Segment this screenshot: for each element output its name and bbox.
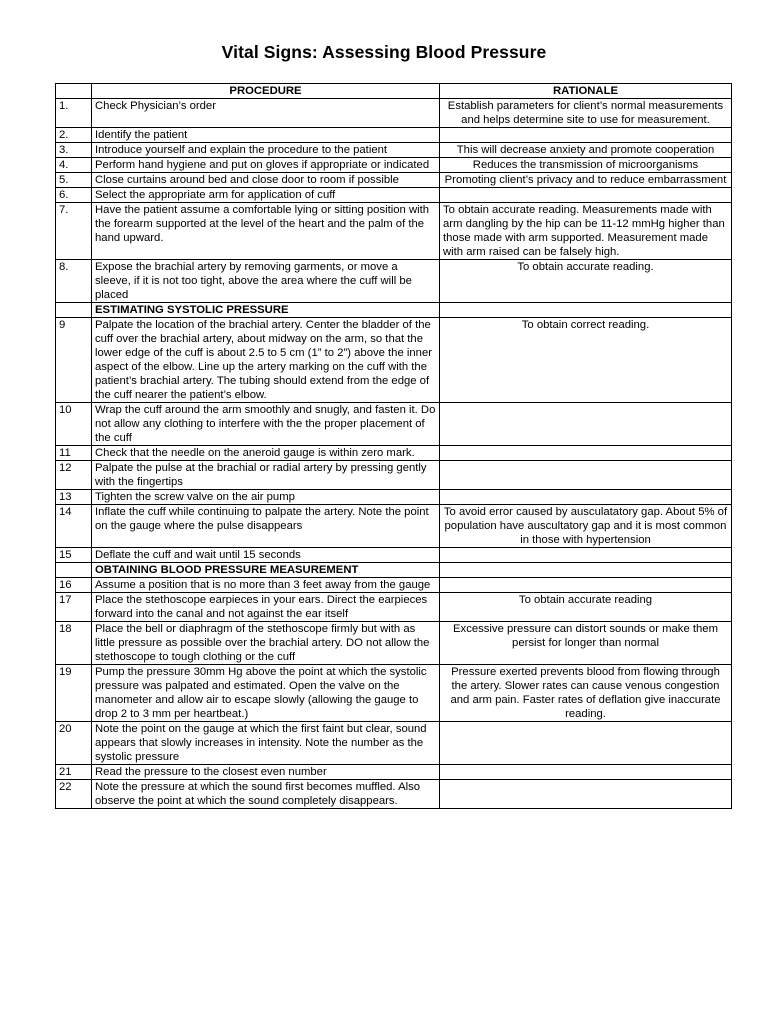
step-number: 18 (56, 622, 92, 665)
table-row (56, 622, 732, 665)
step-number: 4. (56, 158, 92, 173)
rationale-cell: This will decrease anxiety and promote cooperation (440, 143, 732, 158)
step-number: 1. (56, 99, 92, 128)
rationale-cell (440, 578, 732, 593)
table-row (56, 593, 732, 622)
table-row (56, 780, 732, 809)
procedure-cell: Check Physician’s order (92, 99, 440, 128)
procedure-cell: Check that the needle on the aneroid gauge is within zero mark. (92, 446, 440, 461)
rationale-cell: Excessive pressure can distort sounds or make them persist for longer than normal (440, 622, 732, 665)
rationale-cell: To obtain accurate reading (440, 593, 732, 622)
step-number: 19 (56, 665, 92, 722)
procedure-cell: Note the pressure at which the sound first becomes muffled. Also observe the point at which the sound completely disappears. (92, 780, 440, 809)
rationale-cell: Pressure exerted prevents blood from flowing through the artery. Slower rates can cause venous congestion and arm pain. Faster rates of deflation give inaccurate reading. (440, 665, 732, 722)
table-body (56, 99, 732, 809)
step-number: 22 (56, 780, 92, 809)
step-number: 13 (56, 490, 92, 505)
table-row (56, 99, 732, 128)
table-row (56, 490, 732, 505)
section-heading: ESTIMATING SYSTOLIC PRESSURE (92, 303, 440, 318)
procedure-table (55, 83, 732, 809)
table-row (56, 578, 732, 593)
procedure-cell: Introduce yourself and explain the procedure to the patient (92, 143, 440, 158)
procedure-cell: Perform hand hygiene and put on gloves if appropriate or indicated (92, 158, 440, 173)
step-number: 3. (56, 143, 92, 158)
rationale-cell (440, 765, 732, 780)
section-num-cell (56, 303, 92, 318)
table-row (56, 318, 732, 403)
procedure-cell: Palpate the pulse at the brachial or radial artery by pressing gently with the fingertips (92, 461, 440, 490)
table-row (56, 188, 732, 203)
procedure-cell: Pump the pressure 30mm Hg above the point at which the systolic pressure was palpated and estimated. Open the valve on the manometer and allow air to escape slowly (allowing the gauge to drop 2 to 3 mm per heartbeat.) (92, 665, 440, 722)
procedure-cell: Expose the brachial artery by removing garments, or move a sleeve, if it is not too tight, above the area where the cuff will be placed (92, 260, 440, 303)
section-rationale-cell (440, 563, 732, 578)
table-row (56, 260, 732, 303)
table-row (56, 403, 732, 446)
procedure-cell: Select the appropriate arm for application of cuff (92, 188, 440, 203)
table-row (56, 446, 732, 461)
section-rationale-cell (440, 303, 732, 318)
step-number: 6. (56, 188, 92, 203)
procedure-cell: Deflate the cuff and wait until 15 seconds (92, 548, 440, 563)
procedure-cell: Have the patient assume a comfortable lying or sitting position with the forearm supported at the level of the heart and the palm of the hand upward. (92, 203, 440, 260)
step-number: 17 (56, 593, 92, 622)
procedure-cell: Identify the patient (92, 128, 440, 143)
section-row (56, 563, 732, 578)
header-num-cell (56, 84, 92, 99)
rationale-cell (440, 403, 732, 446)
step-number: 16 (56, 578, 92, 593)
procedure-cell: Read the pressure to the closest even number (92, 765, 440, 780)
step-number: 14 (56, 505, 92, 548)
table-row (56, 143, 732, 158)
table-row (56, 765, 732, 780)
procedure-cell: Tighten the screw valve on the air pump (92, 490, 440, 505)
step-number: 2. (56, 128, 92, 143)
procedure-cell: Assume a position that is no more than 3 feet away from the gauge (92, 578, 440, 593)
table-header-row (56, 84, 732, 99)
procedure-cell: Place the stethoscope earpieces in your ears. Direct the earpieces forward into the canal and not against the ear itself (92, 593, 440, 622)
page-title: Vital Signs: Assessing Blood Pressure (221, 42, 547, 62)
table-row (56, 203, 732, 260)
table-row (56, 665, 732, 722)
rationale-cell (440, 128, 732, 143)
step-number: 15 (56, 548, 92, 563)
procedure-cell: Inflate the cuff while continuing to palpate the artery. Note the point on the gauge where the pulse disappears (92, 505, 440, 548)
step-number: 10 (56, 403, 92, 446)
step-number: 5. (56, 173, 92, 188)
section-heading: OBTAINING BLOOD PRESSURE MEASUREMENT (92, 563, 440, 578)
rationale-cell (440, 780, 732, 809)
step-number: 11 (56, 446, 92, 461)
table-row (56, 722, 732, 765)
procedure-cell: Place the bell or diaphragm of the stethoscope firmly but with as little pressure as possible over the brachial artery. DO not allow the stethoscope to tough clothing or the cuff (92, 622, 440, 665)
section-row (56, 303, 732, 318)
procedure-cell: Wrap the cuff around the arm smoothly and snugly, and fasten it. Do not allow any clothing to interfere with the the proper placement of the cuff (92, 403, 440, 446)
header-procedure: PROCEDURE (92, 84, 440, 99)
rationale-cell: Reduces the transmission of microorganisms (440, 158, 732, 173)
rationale-cell (440, 722, 732, 765)
step-number: 9 (56, 318, 92, 403)
step-number: 20 (56, 722, 92, 765)
step-number: 21 (56, 765, 92, 780)
step-number: 7. (56, 203, 92, 260)
rationale-cell: To avoid error caused by ausculatatory gap. About 5% of population have auscultatory gap and it is most common in those with hypertension (440, 505, 732, 548)
rationale-cell (440, 490, 732, 505)
table-row (56, 461, 732, 490)
table-row (56, 548, 732, 563)
procedure-cell: Close curtains around bed and close door to room if possible (92, 173, 440, 188)
rationale-cell (440, 188, 732, 203)
rationale-cell: Promoting client’s privacy and to reduce embarrassment (440, 173, 732, 188)
step-number: 8. (56, 260, 92, 303)
rationale-cell: To obtain correct reading. (440, 318, 732, 403)
step-number: 12 (56, 461, 92, 490)
header-rationale: RATIONALE (440, 84, 732, 99)
procedure-cell: Note the point on the gauge at which the first faint but clear, sound appears that slowly increases in intensity. Note the number as the systolic pressure (92, 722, 440, 765)
section-num-cell (56, 563, 92, 578)
rationale-cell: Establish parameters for client’s normal measurements and helps determine site to use for measurement. (440, 99, 732, 128)
rationale-cell: To obtain accurate reading. Measurements made with arm dangling by the hip can be 11-12 mmHg higher than those made with arm supported. Measurement made with arm raised can be falsely high. (440, 203, 732, 260)
table-row (56, 173, 732, 188)
rationale-cell: To obtain accurate reading. (440, 260, 732, 303)
rationale-cell (440, 446, 732, 461)
rationale-cell (440, 461, 732, 490)
table-row (56, 158, 732, 173)
rationale-cell (440, 548, 732, 563)
table-row (56, 128, 732, 143)
procedure-cell: Palpate the location of the brachial artery. Center the bladder of the cuff over the brachial artery, about midway on the arm, so that the lower edge of the cuff is about 2.5 to 5 cm (1” to 2”) above the inner aspect of the elbow. Line up the artery marking on the cuff with the patient’s brachial artery. The tubing should extend from the edge of the cuff nearer the patient’s elbow. (92, 318, 440, 403)
table-row (56, 505, 732, 548)
